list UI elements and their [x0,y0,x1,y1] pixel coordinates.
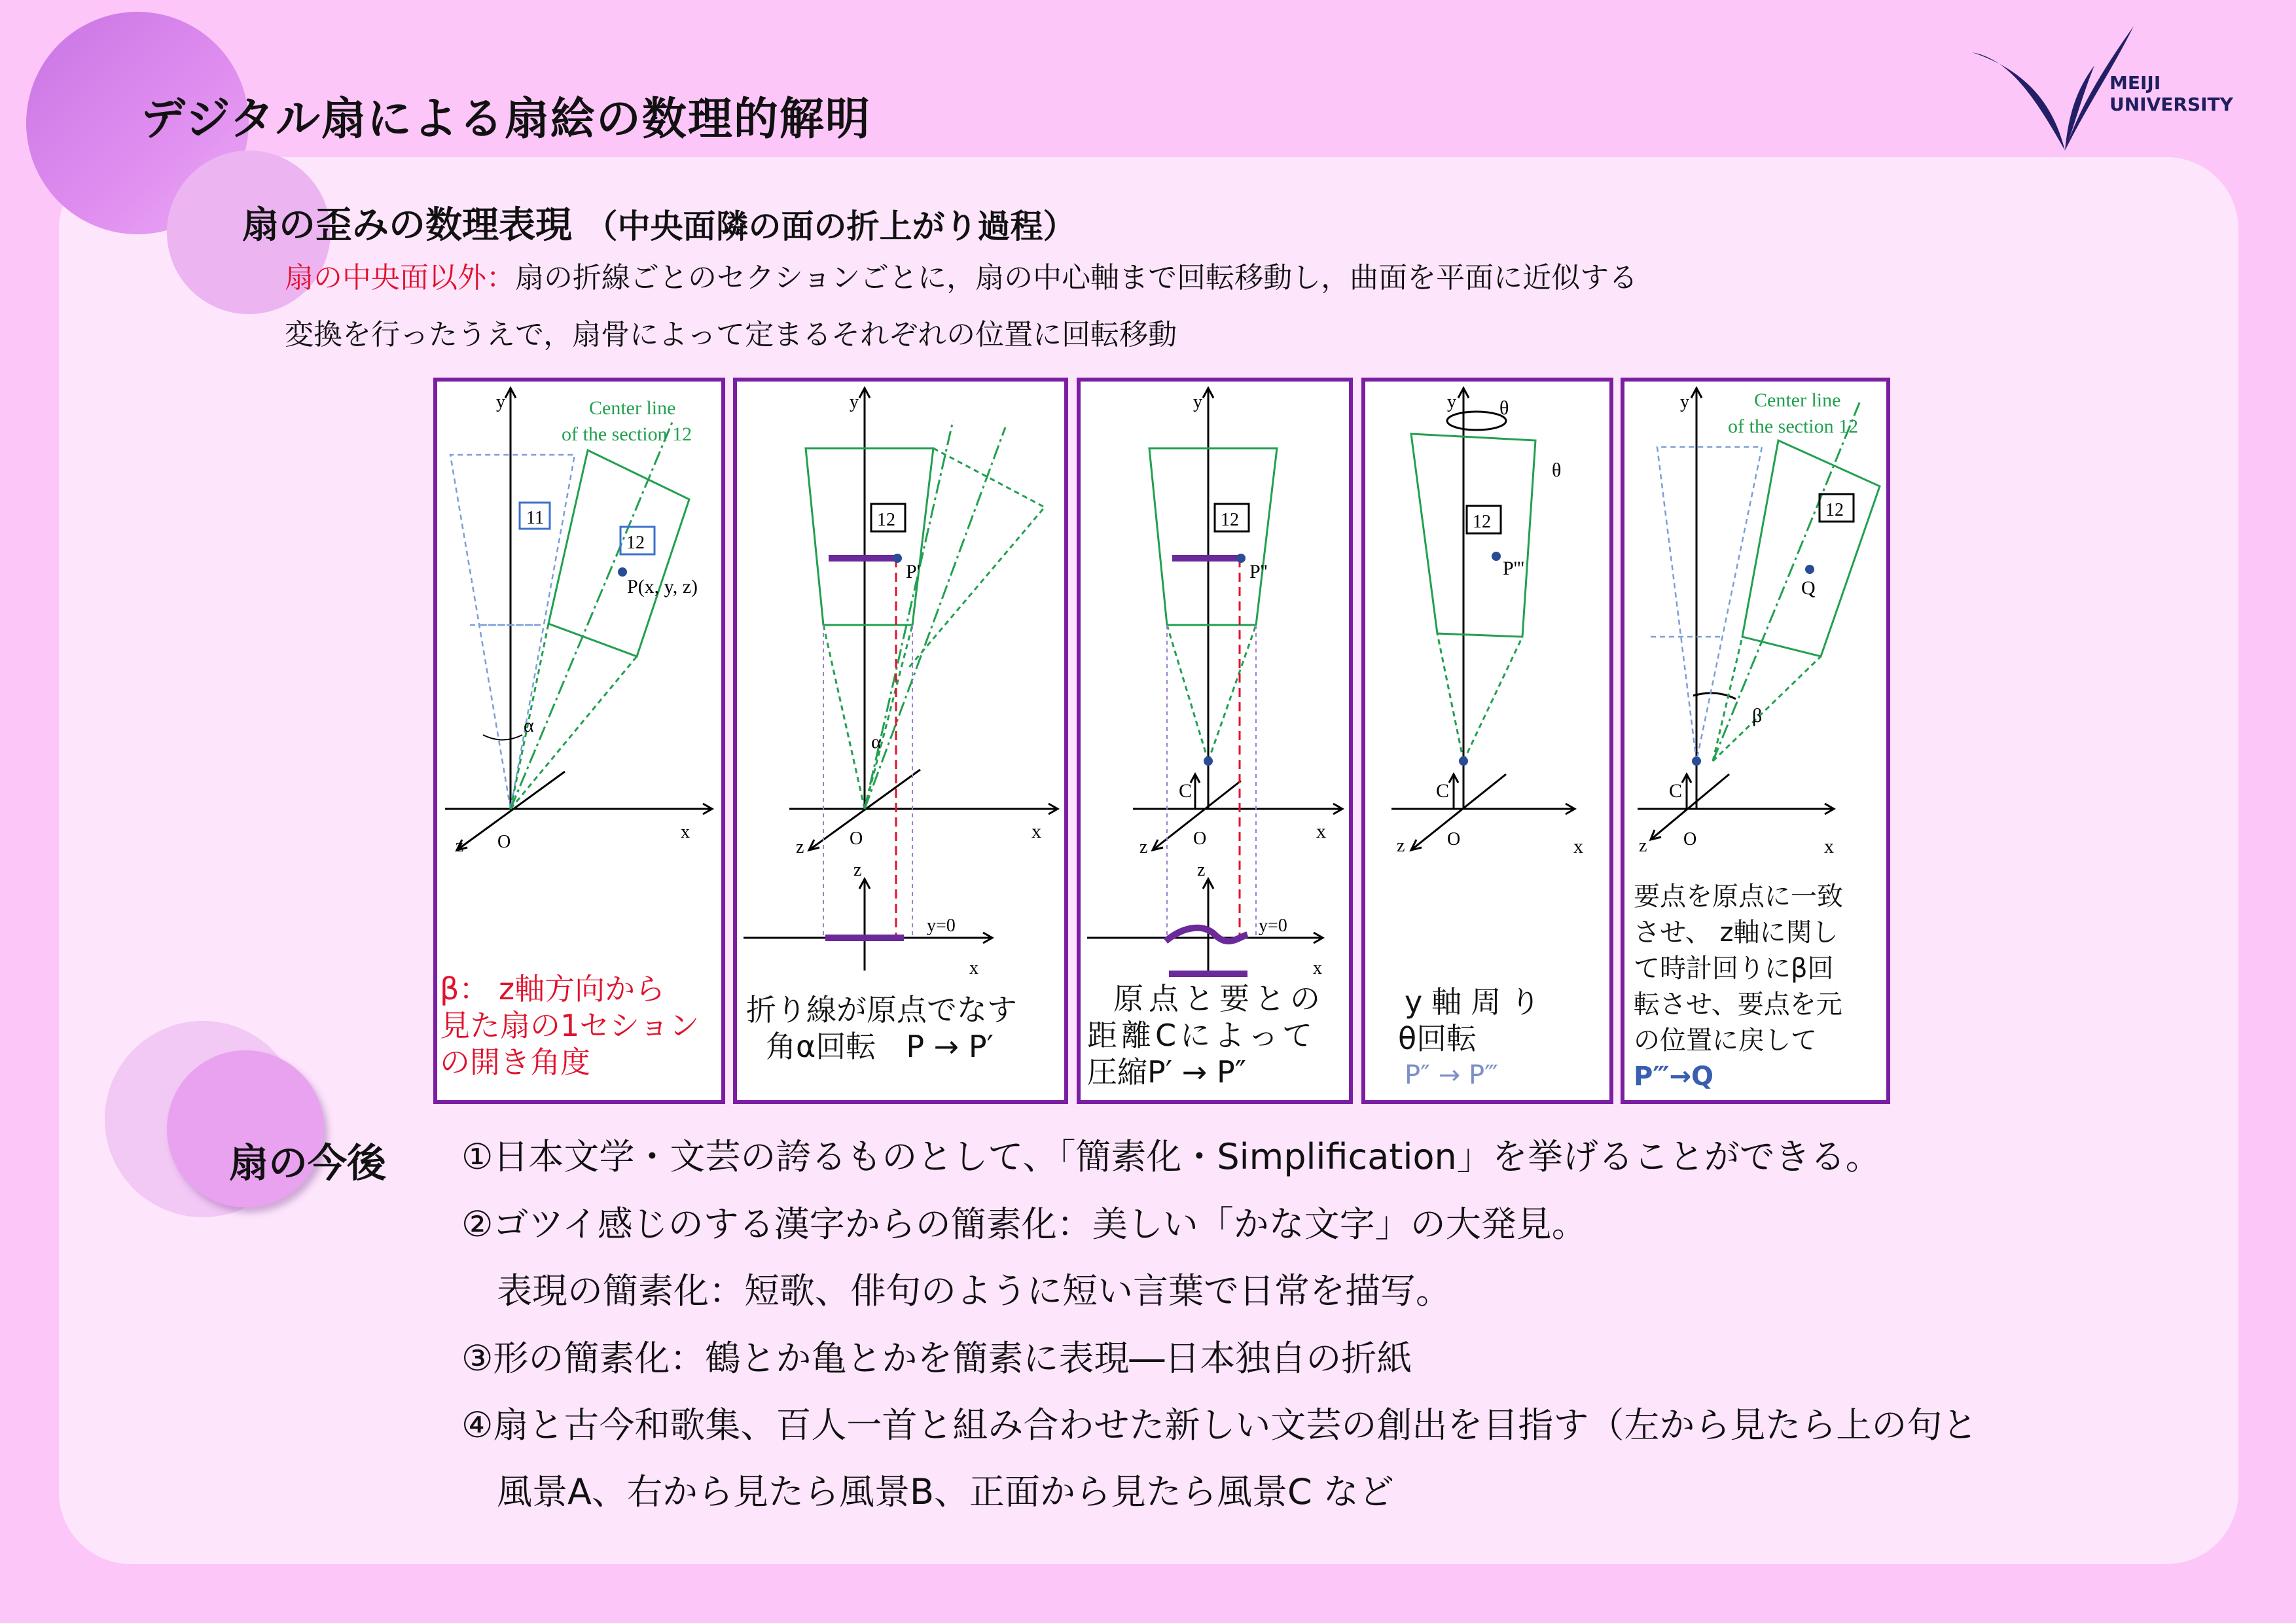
future-item-4-cont: 風景A、右から見たら風景B、正面から見たら風景C など [461,1471,1394,1512]
diagram-panel-4 [1361,378,1613,1104]
section-12-label: 12 [626,533,645,553]
caption-line: 角α回転 P → P′ [766,1029,994,1064]
panel-1-caption [440,971,699,1080]
y-axis-label: y [850,392,859,412]
future-item-1: ①日本文学・文芸の誇るものとして、「簡素化・Simplification」を挙げることができる。 [461,1136,1881,1177]
point-label: P(x, y, z) [627,576,698,597]
caption-line: て時計回りにβ回 [1634,954,1834,984]
z-axis-label: z [456,836,464,856]
x-axis-label-2: x [1313,958,1322,978]
theta-label-2: θ [1552,459,1562,481]
beta-label: β [1752,705,1763,726]
origin-label: O [1447,829,1461,849]
y-axis-label: y [1680,392,1689,412]
description-highlight: 扇の中央面以外： [285,261,515,294]
caption-line: 折り線が原点でなす [746,992,1017,1027]
y-axis-label: y [1447,392,1456,412]
z-axis-label: z [796,837,804,857]
z-axis-label-2: z [1197,860,1206,880]
y-axis-label: y [496,392,505,412]
panel-2-caption [746,991,1017,1065]
logo-text [2109,72,2233,115]
point-label: P'' [1249,561,1268,582]
caption-line: P‴→Q [1634,1061,1714,1092]
future-item-2: ②ゴツイ感じのする漢字からの簡素化：美しい「かな文字」の大発見。 [461,1204,1587,1245]
description-text-1: 扇の折線ごとのセクションごとに，扇の中心軸まで回転移動し，曲面を平面に近似する [515,261,1638,294]
description-line-1 [285,254,1638,296]
panel-3-caption [1087,980,1325,1090]
page-title: デジタル扇による扇絵の数理的解明 [141,94,871,145]
center-line-label-2: of the section 12 [1728,416,1859,437]
section-12-label: 12 [1473,512,1491,532]
x-axis-label: x [1573,836,1583,857]
origin-label: O [1683,829,1697,849]
future-heading: 扇の今後 [229,1141,386,1186]
origin-label: O [850,829,863,849]
center-line-label: Center line [1754,389,1841,411]
diagram-panel-1 [433,378,725,1104]
y-axis-label: y [1193,392,1202,412]
diagram-panel-2 [733,378,1068,1104]
z-axis-label: z [1139,837,1148,857]
alpha-label: α [871,731,882,753]
future-item-4: ④扇と古今和歌集、百人一首と組み合わせた新しい文芸の創出を目指す（左から見たら上の句と [461,1404,1978,1446]
logo-line-1: MEIJI [2109,72,2161,94]
caption-line: 転させ、要点を元 [1634,990,1842,1020]
z-axis-label: z [1639,836,1647,856]
point-label: P' [906,561,921,582]
section-heading-sub: （中央面隣の面の折上がり過程） [584,207,1076,245]
caption-line: θ回転 [1398,1021,1477,1056]
center-line-label-2: of the section 12 [562,423,692,445]
c-label: C [1179,780,1193,802]
caption-line: P″ → P‴ [1405,1060,1498,1090]
future-item-3: ③形の簡素化：鶴とか亀とかを簡素に表現―日本独自の折紙 [461,1338,1412,1379]
y0-label: y=0 [927,916,956,936]
future-item-2-cont: 表現の簡素化：短歌、俳句のように短い言葉で日常を描写。 [461,1270,1451,1311]
point-label: Q [1801,577,1816,599]
x-axis-label: x [1316,821,1326,842]
section-11-label: 11 [526,508,544,528]
diagram-panel-3 [1077,378,1353,1104]
caption-line: 要点を原点に一致 [1634,882,1843,912]
section-heading-main: 扇の歪みの数理表現 [242,204,572,247]
origin-label: O [1193,829,1207,849]
z-axis-label: z [1397,836,1405,856]
c-label: C [1669,780,1683,802]
caption-line: y軸周り [1405,984,1550,1020]
caption-line: 原点と要との [1113,981,1325,1016]
caption-line: の位置に戻して [1634,1026,1817,1056]
diagram-panel-5 [1621,378,1890,1104]
caption-line: β： z軸方向から [440,971,666,1007]
caption-line: 見た扇の1セション [440,1008,700,1043]
caption-line: 圧縮P′ → P″ [1087,1054,1246,1090]
origin-label: O [497,832,511,852]
alpha-label: α [524,715,534,736]
z-axis-label-2: z [853,860,862,880]
c-label: C [1436,780,1450,802]
panel-5-caption [1634,879,1843,1095]
description-line-2: 変換を行ったうえで，扇骨によって定まるそれぞれの位置に回転移動 [285,318,1177,351]
x-axis-label-2: x [969,958,978,978]
caption-line: 距離Cによって [1087,1018,1317,1053]
y0-label: y=0 [1259,916,1287,936]
center-line-label: Center line [589,397,676,419]
theta-label: θ [1499,397,1509,419]
section-heading [242,196,1076,249]
section-12-label: 12 [1221,510,1239,530]
point-label: P''' [1503,558,1524,579]
x-axis-label: x [1824,836,1834,857]
section-12-label: 12 [877,510,895,530]
caption-line: の開き角度 [440,1044,590,1080]
caption-line: させ、 z軸に関し [1634,918,1839,948]
logo-line-2: UNIVERSITY [2109,94,2233,115]
panel-4-caption [1398,984,1550,1094]
section-12-label: 12 [1825,500,1844,520]
x-axis-label: x [1031,821,1041,842]
x-axis-label: x [681,822,690,842]
